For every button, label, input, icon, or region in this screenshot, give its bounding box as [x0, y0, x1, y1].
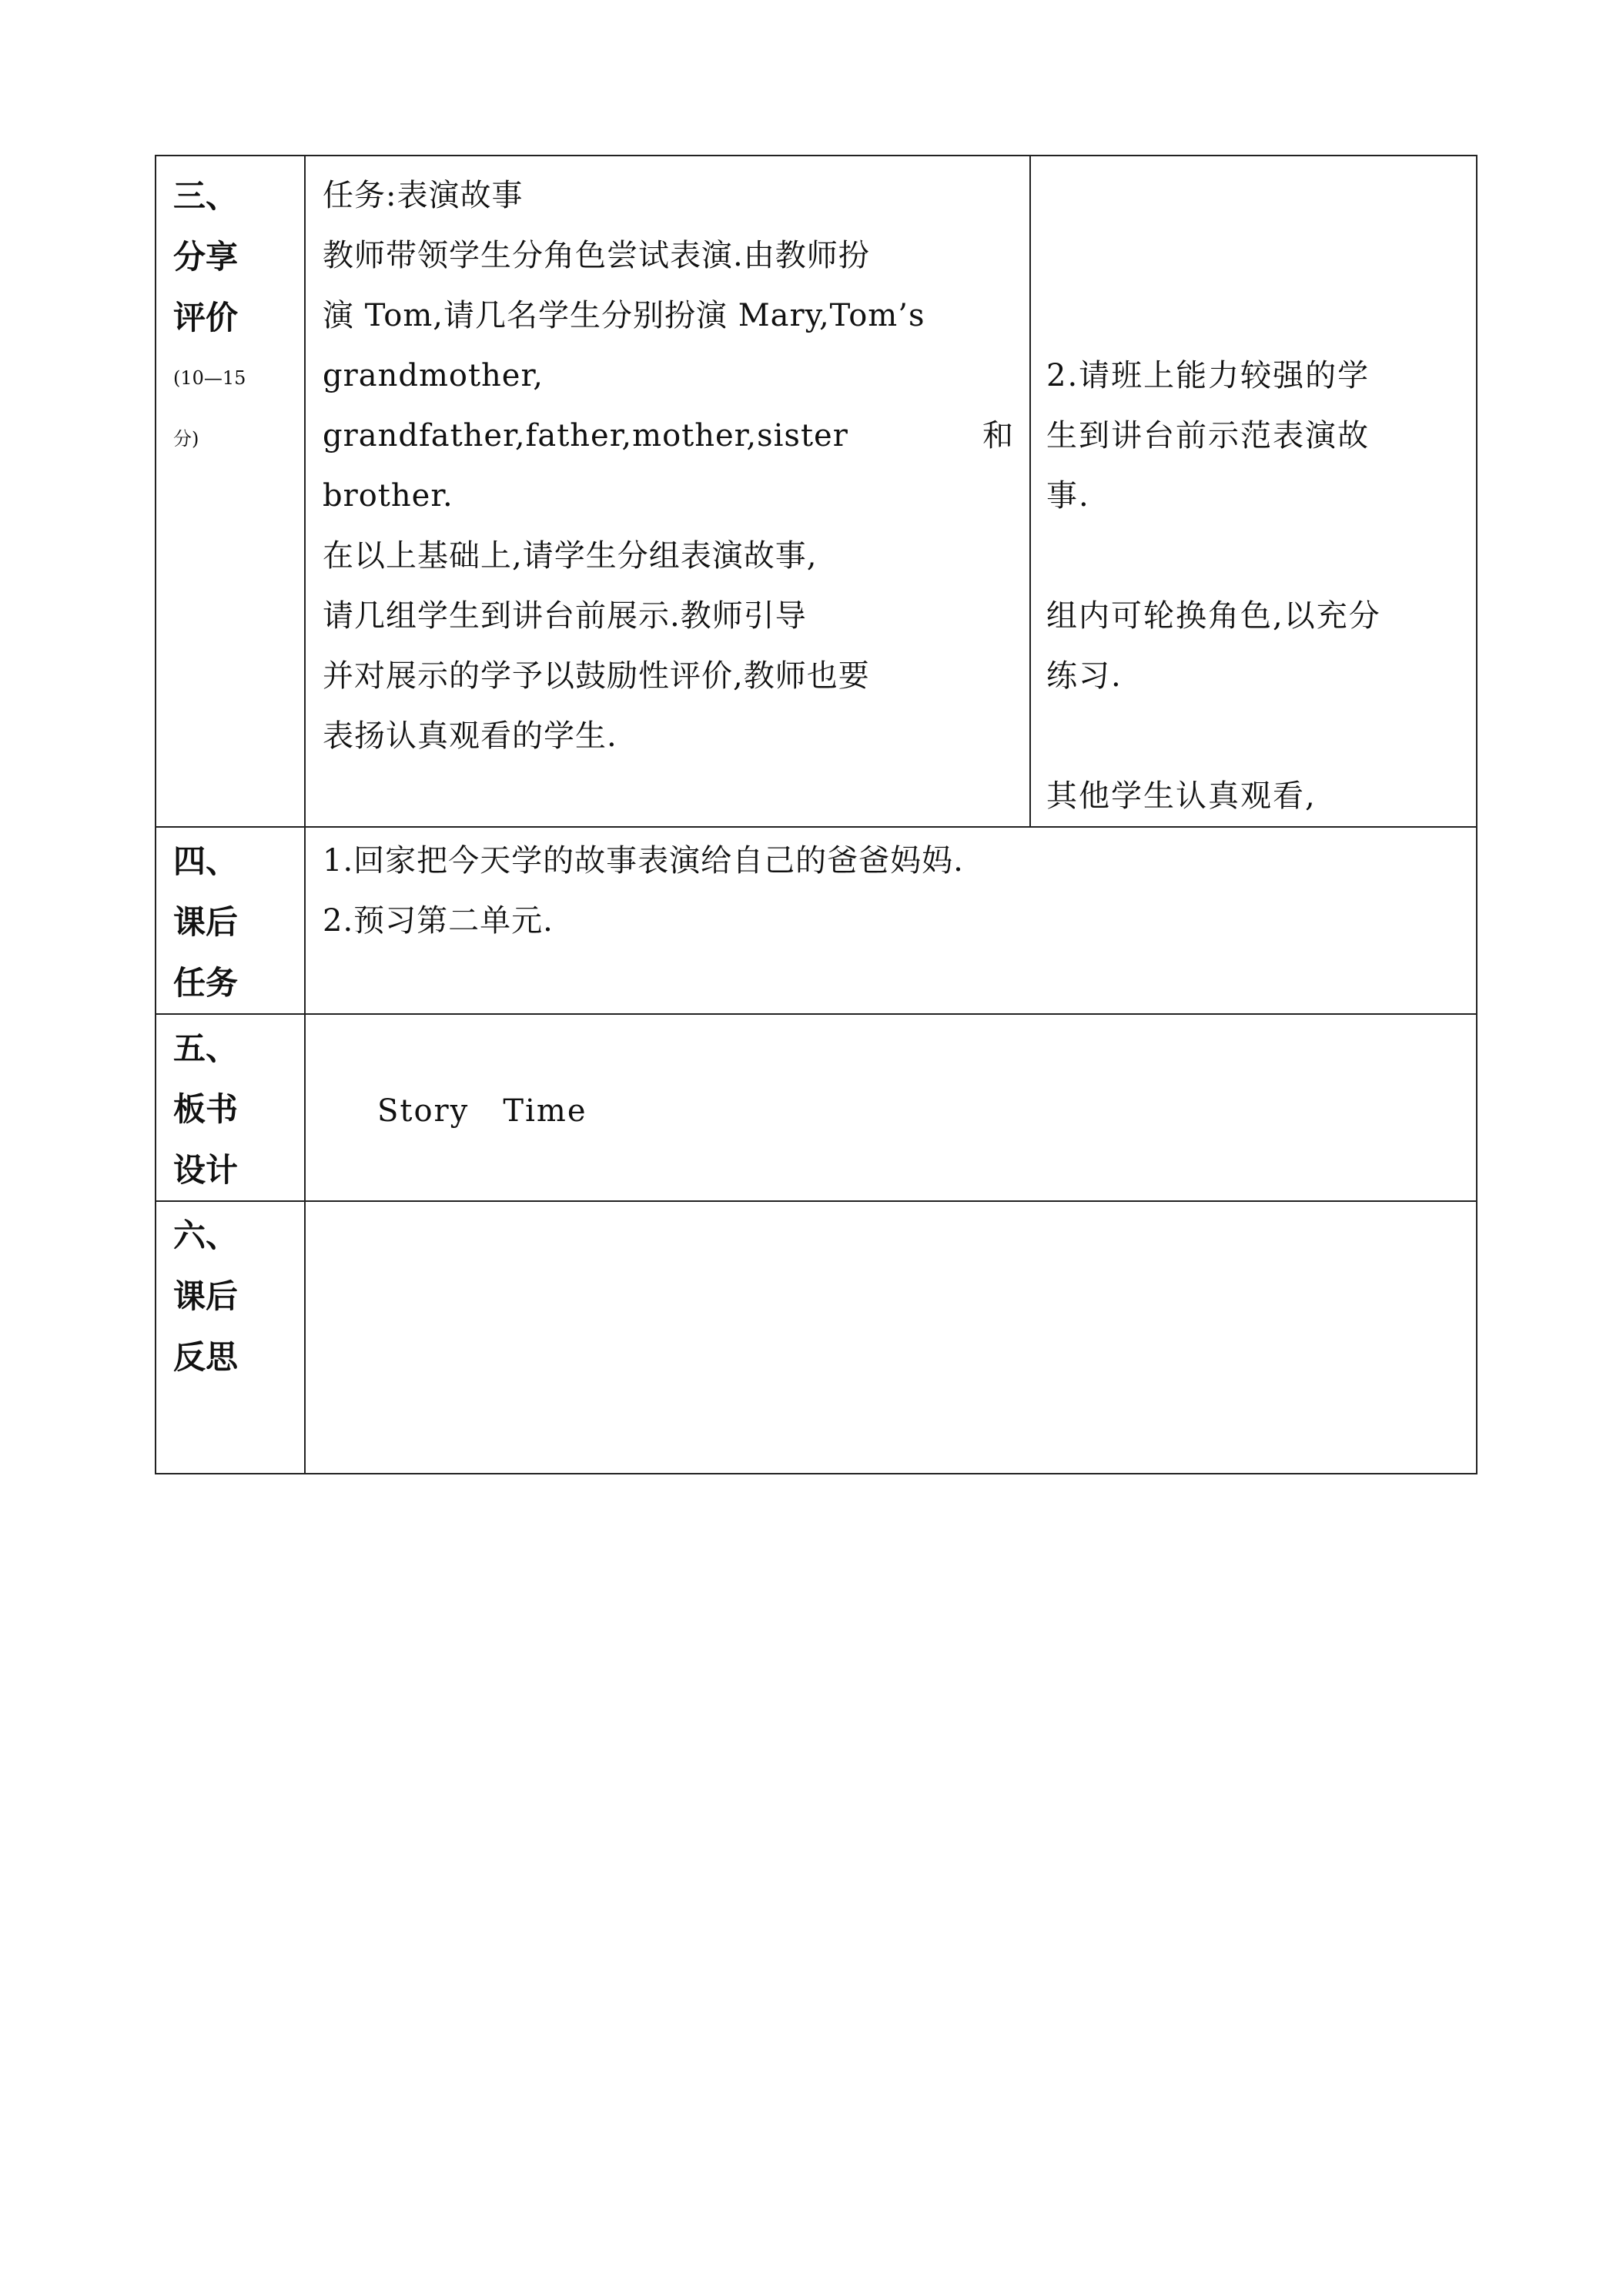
task-line: grandmother,	[323, 358, 544, 393]
teacher-activity-text	[306, 156, 1029, 766]
student-activity-text	[1031, 156, 1476, 826]
section-heading-cell	[156, 827, 305, 1014]
row-reflection	[156, 1201, 1477, 1474]
heading-number: 六、	[173, 1217, 239, 1254]
student-line: 事.	[1046, 478, 1090, 514]
task-line: 演 Tom,请几名学生分别扮演 Mary,Tom’s	[323, 298, 925, 333]
heading-line: 分享	[173, 238, 239, 276]
heading-line: 任务	[173, 964, 239, 1002]
heading-line: 课后	[173, 903, 239, 941]
task-line: 教师带领学生分角色尝试表演.由教师扮	[323, 238, 870, 273]
task-line: 并对展示的学予以鼓励性评价,教师也要	[323, 658, 870, 694]
heading-line: 设计	[173, 1151, 239, 1189]
section-heading-cell	[156, 1201, 305, 1474]
task-line: 在以上基础上,请学生分组表演故事,	[323, 538, 818, 574]
spacer	[1046, 706, 1461, 766]
row-homework	[156, 827, 1477, 1014]
section-heading-cell	[156, 1014, 305, 1201]
lesson-plan-table	[155, 155, 1477, 1474]
board-title: Story Time	[377, 1093, 587, 1129]
task-line: grandfather,father,mother,sister	[323, 418, 848, 454]
student-line: 其他学生认真观看,	[1046, 778, 1317, 814]
homework-cell	[305, 827, 1477, 1014]
task-line: 请几组学生到讲台前展示.教师引导	[323, 598, 807, 634]
task-line: 和	[982, 418, 1014, 454]
student-line: 练习.	[1046, 658, 1123, 694]
task-line: 表扬认真观看的学生.	[323, 718, 617, 754]
heading-number: 五、	[173, 1029, 239, 1067]
homework-line: 1.回家把今天学的故事表演给自己的爸爸妈妈.	[323, 843, 964, 879]
student-line: 组内可轮换角色,以充分	[1046, 598, 1381, 634]
heading-line: 课后	[173, 1277, 239, 1315]
row-board-design	[156, 1014, 1477, 1201]
reflection-cell	[305, 1201, 1477, 1474]
homework-line: 2.预习第二单元.	[323, 903, 554, 939]
teacher-activity-cell	[305, 156, 1030, 827]
heading-line: 板书	[173, 1090, 239, 1128]
heading-line: 反思	[173, 1338, 239, 1376]
task-line-justified	[323, 406, 1014, 466]
section-heading	[156, 1015, 304, 1200]
task-line: brother.	[323, 478, 453, 514]
time-note: 分)	[173, 428, 199, 450]
row-share-evaluate	[156, 156, 1477, 827]
heading-number: 四、	[173, 842, 239, 880]
board-design-cell	[305, 1014, 1477, 1201]
section-heading	[156, 1202, 304, 1387]
time-note: (10—15	[173, 367, 246, 389]
task-line: 任务:表演故事	[323, 178, 524, 213]
student-line: 生到讲台前示范表演故	[1046, 418, 1370, 454]
spacer	[1046, 526, 1461, 586]
section-heading	[156, 828, 304, 1013]
student-line: 2.请班上能力较强的学	[1046, 358, 1370, 393]
heading-number: 三、	[173, 177, 239, 215]
homework-text	[306, 828, 1476, 951]
student-activity-cell	[1030, 156, 1477, 827]
heading-line: 评价	[173, 299, 239, 336]
section-heading	[156, 156, 304, 470]
section-heading-cell	[156, 156, 305, 827]
